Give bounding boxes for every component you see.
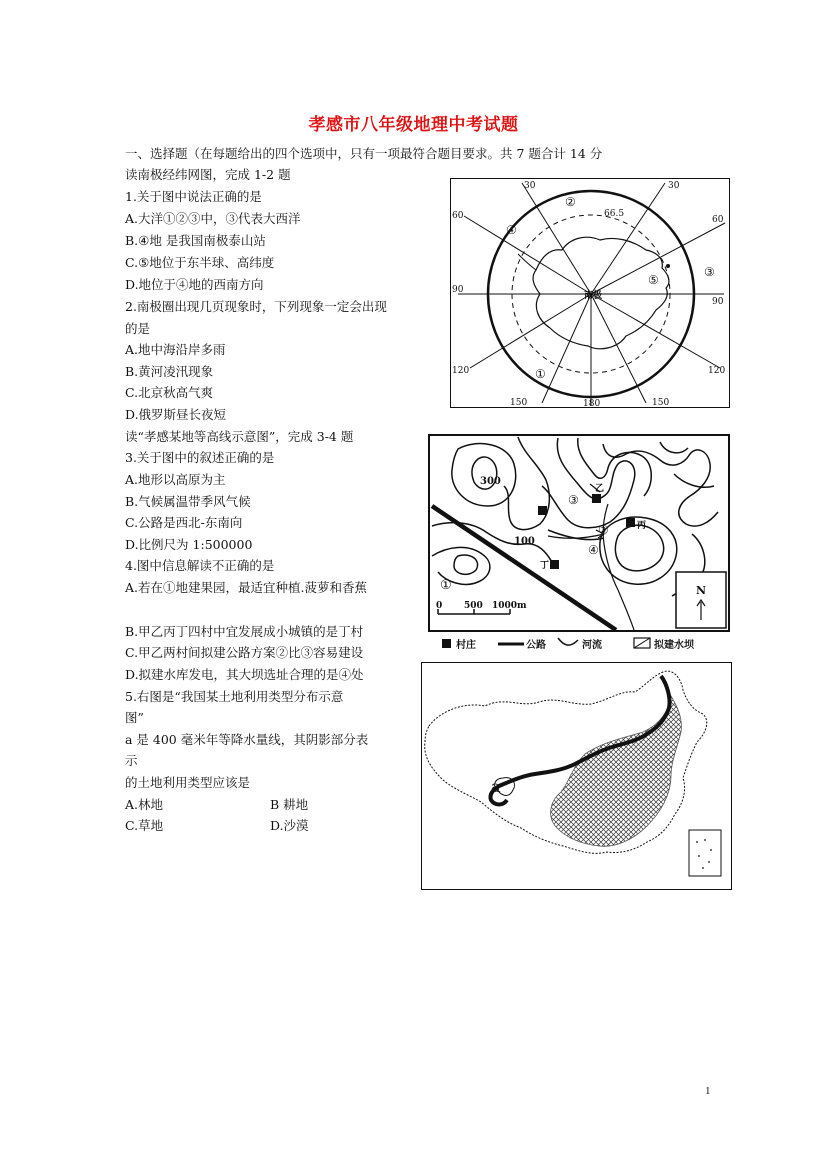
question-5: 5.右图是“我国某土地利用类型分布示意	[125, 689, 344, 704]
q4-option-a: A.若在①地建果园，最适宜种植.菠萝和香蕉	[125, 580, 367, 595]
ocean-2-label: ②	[565, 195, 576, 209]
q2-option-a: A.地中海沿岸多雨	[125, 342, 226, 357]
lon-90-left-label: 90	[452, 285, 464, 295]
question-5-desc: a 是 400 毫米年等降水量线，其阴影部分表	[125, 732, 369, 747]
scale-500-label: 500	[464, 601, 483, 611]
lon-150-right-label: 150	[652, 398, 670, 408]
question-5-desc-cont: 示	[125, 753, 138, 768]
legend-river-label: 河流	[582, 640, 602, 651]
q1-option-d: D.地位于④地的西南方向	[125, 277, 264, 292]
village-yi-marker	[592, 494, 601, 503]
question-5-stem: 的土地利用类型应该是	[125, 775, 251, 790]
point-1-label: ①	[440, 578, 452, 593]
q1-option-b: B.④地 是我国南极泰山站	[125, 233, 266, 248]
lon-90-right-label: 90	[712, 297, 724, 307]
scale-1000-label: 1000m	[492, 601, 527, 611]
q1-option-a: A.大洋①②③中，③代表大西洋	[125, 211, 301, 226]
north-label: N	[696, 584, 707, 597]
south-sea-inset	[689, 830, 721, 876]
village-bing-marker	[626, 518, 635, 527]
village-yi-label: 乙	[595, 484, 605, 494]
lon-120-right-label: 120	[708, 366, 726, 376]
lon-30-right-label: 30	[668, 181, 680, 191]
south-pole-label: 南极	[584, 291, 603, 301]
q2-option-d: D.俄罗斯昼长夜短	[125, 407, 227, 422]
contour-100-label: 100	[514, 536, 535, 547]
village-ding-label: 丁	[540, 561, 550, 571]
instruction-q3-4: 读“孝感某地等高线示意图”，完成 3-4 题	[125, 429, 354, 444]
q3-option-a: A.地形以高原为主	[125, 472, 226, 487]
q2-option-b: B.黄河凌汛现象	[125, 364, 214, 379]
q5-option-b: B 耕地	[270, 797, 309, 812]
page-number: 1	[705, 1085, 711, 1097]
q3-option-d: D.比例尺为 1:500000	[125, 537, 253, 552]
lon-120-left-label: 120	[452, 366, 470, 376]
ocean-1-label: ①	[535, 367, 546, 381]
legend-dam-label: 拟建水坝	[654, 640, 694, 651]
site-4-label: ④	[506, 223, 517, 237]
question-1: 1.关于图中说法正确的是	[125, 189, 262, 204]
question-2-cont: 的是	[125, 321, 151, 336]
q2-option-c: C.北京秋高气爽	[125, 385, 214, 400]
ocean-3-label: ③	[704, 265, 715, 279]
q3-option-c: C.公路是西北-东南向	[125, 515, 243, 530]
lon-30-left-label: 30	[524, 181, 536, 191]
lat-66-5-label: 66.5	[604, 209, 625, 219]
legend-village-icon	[442, 639, 451, 648]
question-4: 4.图中信息解读不正确的是	[125, 558, 275, 573]
legend-village-label: 村庄	[456, 640, 476, 651]
point-3-label: ③	[568, 493, 579, 507]
contour-map-figure	[428, 434, 730, 656]
village-ding-marker	[550, 560, 559, 569]
lon-60-right-label: 60	[712, 215, 724, 225]
legend-road-label: 公路	[526, 640, 546, 651]
q5-option-d: D.沙漠	[270, 818, 309, 833]
question-2: 2.南极圈出现几页现象时，下列现象一定会出现	[125, 299, 387, 314]
q5-option-a: A.林地	[125, 797, 164, 812]
site-5-marker	[666, 264, 670, 268]
question-5-cont: 图”	[125, 710, 144, 725]
china-map	[421, 662, 732, 890]
legend-river-icon	[558, 638, 578, 645]
line-a-label: a	[491, 777, 501, 796]
q4-option-c: C.甲乙两村间拟建公路方案②比③容易建设	[125, 645, 364, 660]
village-bing-label: 丙	[637, 521, 647, 531]
q1-option-c: C.⑤地位于东半球、高纬度	[125, 255, 275, 270]
village-jia-marker	[538, 506, 547, 515]
scale-0-label: 0	[436, 601, 443, 611]
contour-map	[428, 434, 730, 656]
instruction-q1-2: 读南极经纬网图，完成 1-2 题	[125, 167, 291, 182]
contour-300-label: 300	[480, 476, 501, 487]
point-4-label: ④	[588, 543, 599, 557]
antarctic-map-figure	[450, 178, 730, 408]
china-map-figure	[421, 662, 732, 890]
q5-option-c: C.草地	[125, 818, 164, 833]
q4-option-b: B.甲乙丙丁四村中宜发展成小城镇的是丁村	[125, 624, 364, 639]
point-2-label: ②	[598, 523, 609, 537]
site-5-label: ⑤	[648, 273, 659, 287]
lon-180-label: 180	[583, 399, 601, 408]
lon-60-left-label: 60	[452, 211, 464, 221]
question-3: 3.关于图中的叙述正确的是	[125, 450, 275, 465]
q3-option-b: B.气候属温带季风气候	[125, 494, 251, 509]
page-title: 孝感市八年级地理中考试题	[308, 115, 519, 135]
lon-150-left-label: 150	[510, 398, 528, 408]
section-header: 一、选择题（在每题给出的四个选项中，只有一项最符合题目要求。共 7 题合计 14 分	[125, 146, 603, 161]
q4-option-d: D.拟建水库发电，其大坝选址合理的是④处	[125, 667, 364, 682]
antarctic-map	[450, 178, 730, 408]
